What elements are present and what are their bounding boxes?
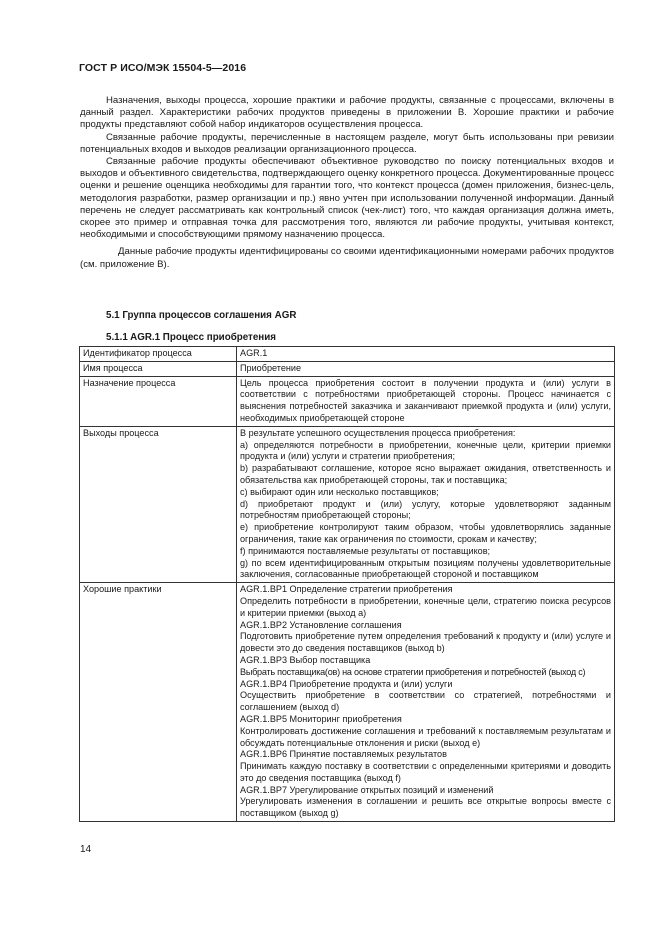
page-number: 14	[80, 844, 92, 855]
practices-label: Хорошие практики	[80, 583, 237, 822]
practice-text: Контролировать достижение соглашения и требований к поставляемым результатам и обсуждать потенциальные отклонения и риски (выход e)	[240, 725, 611, 748]
outcomes-label: Выходы процесса	[80, 426, 237, 582]
intro-paragraph: Данные рабочие продукты идентифицированы со своими идентификационными номерами рабочих продуктов (см. приложение В).	[80, 246, 614, 270]
subsection-title: 5.1.1 AGR.1 Процесс приобретения	[106, 332, 276, 343]
outcome-item: В результате успешного осуществления процесса приобретения:	[240, 427, 516, 438]
practice-text: Подготовить приобретение путем определения требований к продукту и (или) услуге и довести это до сведения поставщиков (выход b)	[240, 631, 611, 654]
practice-title: AGR.1.BP2 Установление соглашения	[240, 619, 402, 630]
practice-title: AGR.1.BP5 Мониторинг приобретения	[240, 713, 402, 724]
intro-paragraph: Назначения, выходы процесса, хорошие практики и рабочие продукты, связанные с процессами, включены в данный раздел. Характеристики рабочих продуктов приведены в приложении В. Хорошие практики и рабочие продукты представляют собой набор индикаторов осуществления процесса.	[80, 95, 614, 131]
name-value: Приобретение	[237, 361, 615, 376]
section-title: 5.1 Группа процессов соглашения AGR	[106, 310, 297, 321]
outcome-item: a) определяются потребности в приобретении, конечные цели, критерии приемки продукта и (или) услуги и стратегии приобретения;	[240, 439, 611, 462]
document-header: ГОСТ Р ИСО/МЭК 15504-5—2016	[79, 62, 247, 74]
practice-title: AGR.1.BP1 Определение стратегии приобретения	[240, 584, 453, 595]
process-table	[79, 346, 615, 822]
id-label: Идентификатор процесса	[80, 347, 237, 362]
table-row	[80, 583, 615, 822]
intro-paragraph: Связанные рабочие продукты обеспечивают объективное руководство по поиску потенциальных входов и выходов и объективного свидетельства, подтверждающего оценку конкретного процесса. Документированные процесс оценки и решение оценщика необходимы для гарантии того, что контекст процесса (домен приложения, бизнес-цель, методология разработки, размер организации и пр.) явно учтен при использовании полученной информации. Данный перечень не следует рассматривать как контрольный список (чек-лист) того, что каждая организация должна иметь, скорее это пример и отправная точка для рассмотрения того, являются ли рабочие продукты, учитывая контекст, необходимыми и способствующими прямому назначению процесса.	[80, 156, 614, 241]
outcome-item: c) выбирают один или несколько поставщиков;	[240, 486, 439, 497]
practices-list	[237, 583, 615, 822]
practice-text: Выбрать поставщика(ов) на основе стратегии приобретения и потребностей (выход c)	[240, 666, 586, 677]
purpose-label: Назначение процесса	[80, 376, 237, 426]
practice-text: Принимать каждую поставку в соответствии с определенными критериями и доводить это до сведения поставщика (выход f)	[240, 761, 611, 783]
intro-paragraph: Связанные рабочие продукты, перечисленные в настоящем разделе, могут быть использованы при ревизии потенциальных входов и выходов реализации организационного процесса.	[80, 131, 614, 155]
practice-title: AGR.1.BP4 Приобретение продукта и (или) услуги	[240, 678, 453, 689]
outcomes-list	[237, 426, 615, 582]
purpose-value: Цель процесса приобретения состоит в получении продукта и (или) услуги в соответствии с потребностями приобретающей стороны. Процесс начинается с выяснения потребностей заказчика и заканчивают приемкой продукта и (или) услуги, необходимых приобретающей стороне	[237, 376, 615, 426]
practice-title: AGR.1.BP7 Урегулирование открытых позиций и изменений	[240, 784, 494, 795]
outcome-item: d) приобретают продукт и (или) услугу, которые удовлетворяют заданным потребностям приобретающей стороны;	[240, 498, 611, 521]
practice-title: AGR.1.BP6 Принятие поставляемых результатов	[240, 749, 447, 760]
id-value: AGR.1	[237, 347, 615, 362]
outcome-item: b) разрабатывают соглашение, которое ясно выражает ожидания, ответственность и обязательства как приобретающей стороны, так и поставщика;	[240, 463, 611, 485]
table-row	[80, 376, 615, 426]
name-label: Имя процесса	[80, 361, 237, 376]
practice-text: Осуществить приобретение в соответствии со стратегией, потребностями и соглашением (выход d)	[240, 690, 611, 713]
practice-text: Определить потребности в приобретении, конечные цели, стратегию поиска ресурсов и критерии приемки (выход a)	[240, 595, 611, 618]
intro-text	[80, 95, 614, 271]
table-row	[80, 426, 615, 582]
outcome-item: f) принимаются поставляемые результаты от поставщиков;	[240, 545, 491, 556]
practice-title: AGR.1.BP3 Выбор поставщика	[240, 654, 371, 665]
outcome-item: g) по всем идентифицированным открытым позициям получены удовлетворительные заключения, согласованные приобретающей стороной и поставщиком	[240, 557, 611, 580]
table-row	[80, 361, 615, 376]
practice-text: Урегулировать изменения в соглашении и решить все открытые вопросы вместе с поставщиком (выход g)	[240, 796, 611, 819]
outcome-item: e) приобретение контролируют таким образом, чтобы удовлетворялись заданные ограничения, такие как ограничения по стоимости, срокам и качеству;	[240, 522, 611, 544]
table-row	[80, 347, 615, 362]
